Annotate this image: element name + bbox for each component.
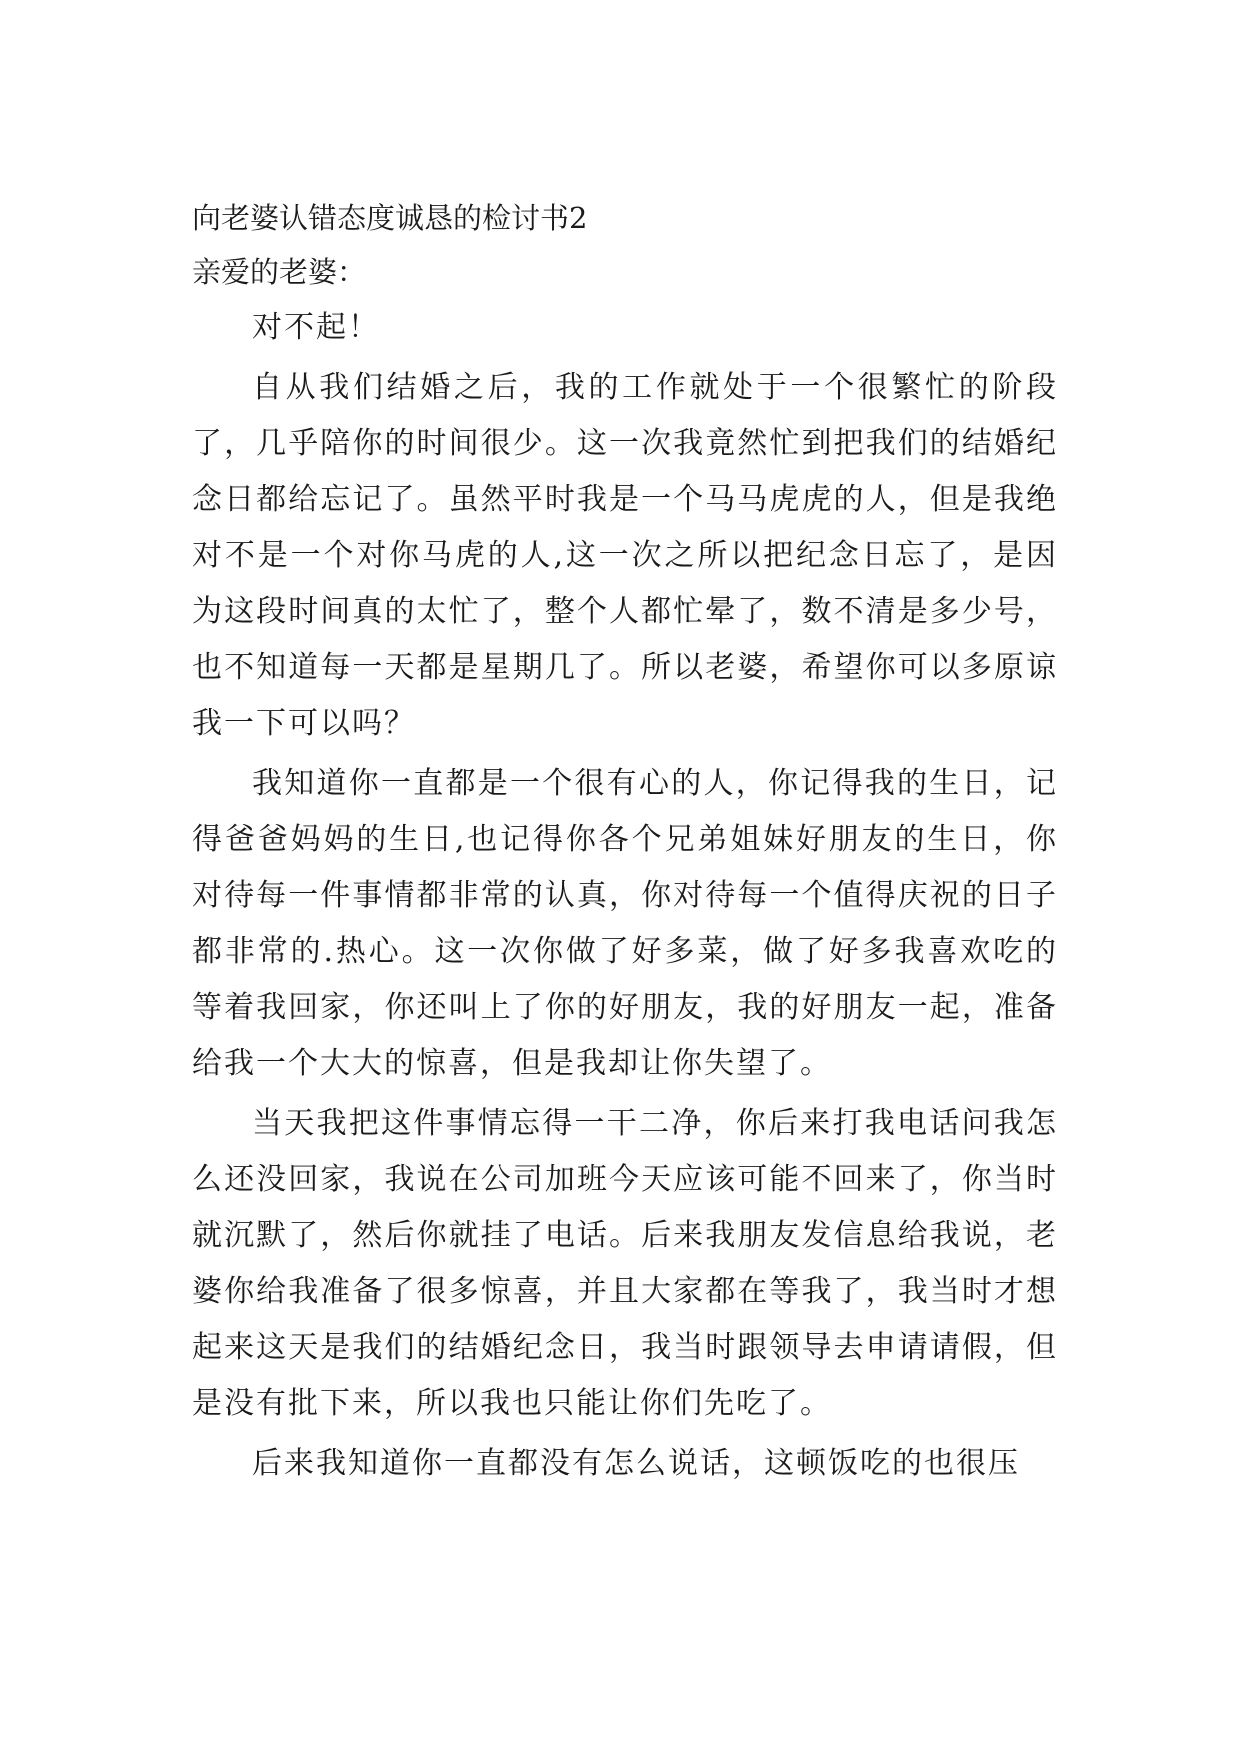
paragraph: 我知道你一直都是一个很有心的人，你记得我的生日，记得爸爸妈妈的生日,也记得你各个兄弟姐妹好朋友的生日，你对待每一件事情都非常的认真，你对待每一个值得庆祝的日子都非常的.热心。这一次你做了好多菜，做了好多我喜欢吃的等着我回家，你还叫上了你的好朋友，我的好朋友一起，准备给我一个大大的惊喜，但是我却让你失望了。 <box>192 766 1058 1081</box>
paragraph: 当天我把这件事情忘得一干二净，你后来打我电话问我怎么还没回家，我说在公司加班今天应该可能不回来了，你当时就沉默了，然后你就挂了电话。后来我朋友发信息给我说，老婆你给我准备了很多惊喜，并且大家都在等我了，我当时才想起来这天是我们的结婚纪念日，我当时跟领导去申请请假，但是没有批下来，所以我也只能让你们先吃了。 <box>192 1106 1058 1421</box>
document-title: 向老婆认错态度诚恳的检讨书2 <box>192 201 588 235</box>
paragraph-apology: 对不起！ <box>252 310 380 345</box>
paragraph: 自从我们结婚之后，我的工作就处于一个很繁忙的阶段了，几乎陪你的时间很少。这一次我竟然忙到把我们的结婚纪念日都给忘记了。虽然平时我是一个马马虎虎的人，但是我绝对不是一个对你马虎的人,这一次之所以把纪念日忘了，是因为这段时间真的太忙了，整个人都忙晕了，数不清是多少号，也不知道每一天都是星期几了。所以老婆，希望你可以多原谅我一下可以吗？ <box>192 370 1058 741</box>
document-body <box>192 196 1058 1496</box>
salutation: 亲爱的老婆： <box>192 255 367 289</box>
paragraph: 后来我知道你一直都没有怎么说话，这顿饭吃的也很压 <box>252 1446 1020 1481</box>
